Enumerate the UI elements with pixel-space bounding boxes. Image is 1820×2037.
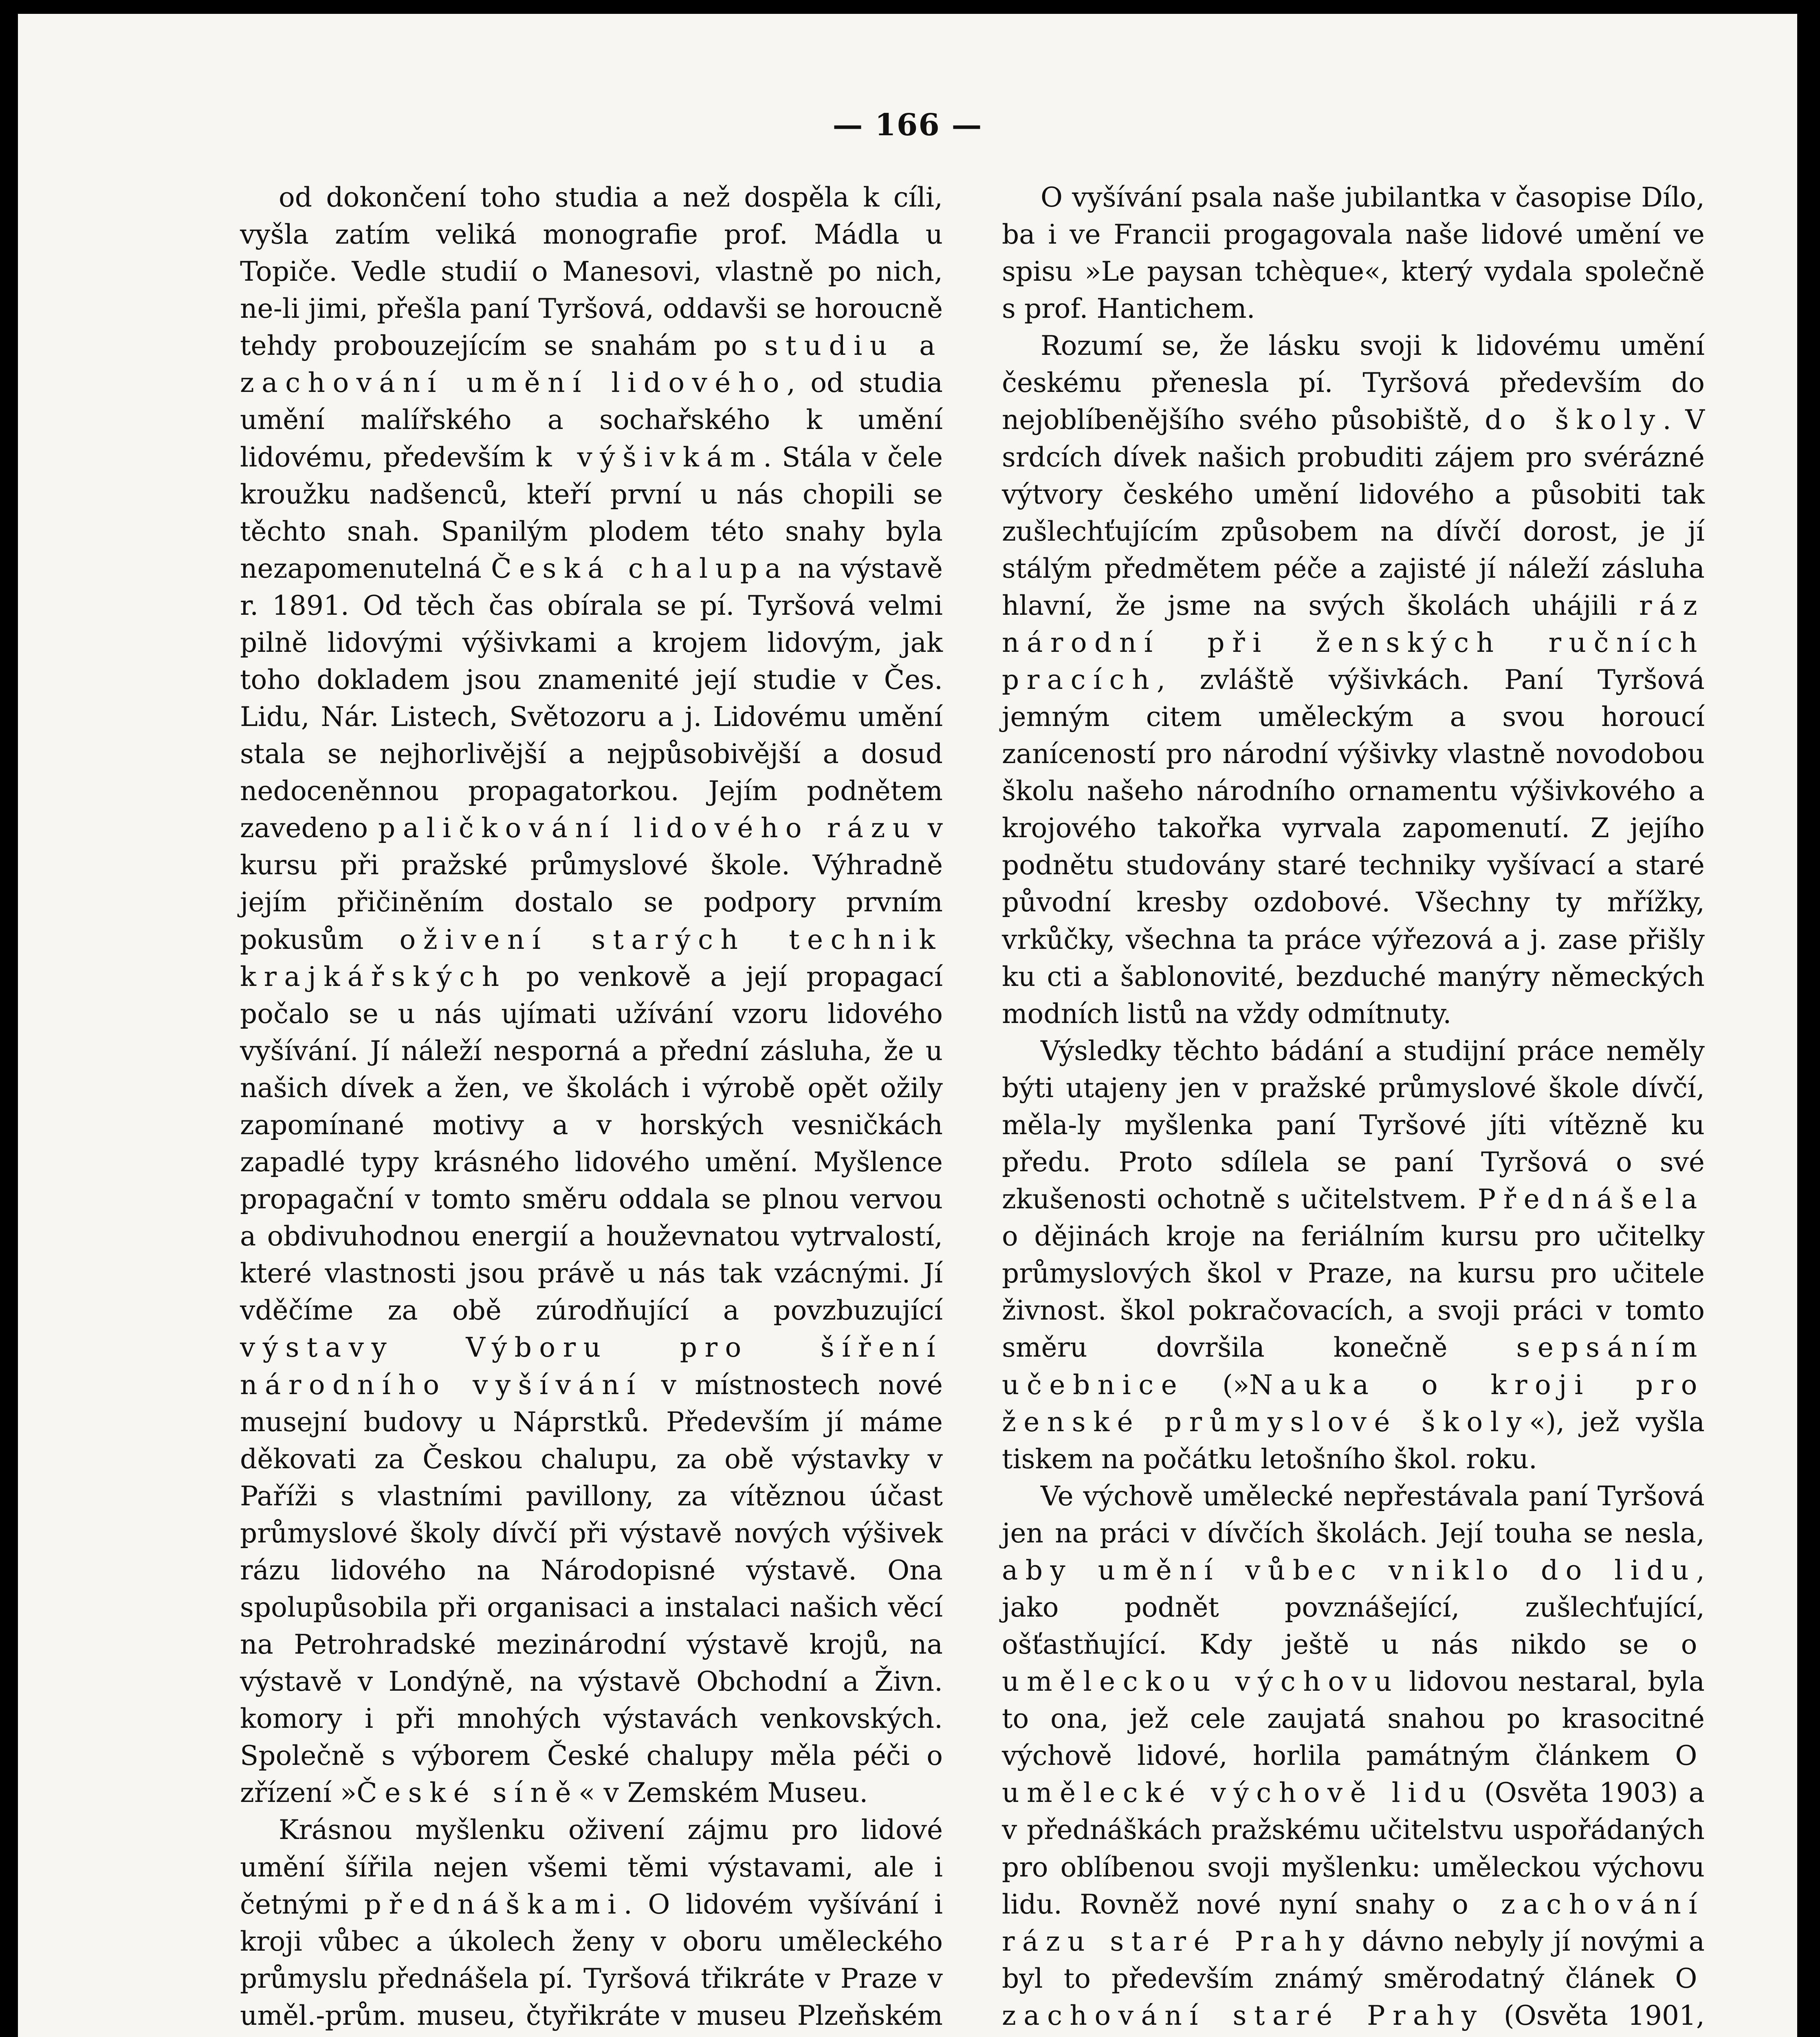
text-run: na výstavě r. 1891. Od těch čas obírala se pí. Tyršová velmi pilně lidovými výšivkami a krojem lidovým, jak toho dokladem jsou znamenité její studie v Čes. Lidu, Nár. Listech, Světozoru a j. Lidovému umění stala se nejhorlivější a nejpůsobivější a dosud nedoceněnnou propagatorkou. Jejím podnětem zavedeno [240, 552, 943, 844]
emphasized-text: přednáškami [364, 1888, 624, 1920]
text-run: O vyšívání psala naše jubilantka v časopise Dílo, ba i ve Francii progagovala naše lidové umění ve spisu »Le paysan tchèque«, který vydala společně s prof. Hantichem. [1002, 182, 1705, 325]
text-run: Krásnou myšlenku oživení zájmu pro lidové umění šířila nejen všemi těmi výstavami, ale i četnými [240, 1814, 943, 1920]
left-column [240, 179, 943, 2037]
emphasized-text: Česká chalupa [491, 552, 789, 584]
text-run: od dokončení toho studia a než dospěla k cíli, vyšla zatím veliká monografie prof. Mádla u Topiče. Vedle studií o Manesovi, vlastně po nich, ne-li jimi, přešla paní Tyršová, oddavši se horoucně tehdy probouzejícím se snahám po [240, 182, 943, 362]
emphasized-text: O umělecké výchově lidu [1002, 1740, 1705, 1809]
emphasized-text: aby umění vůbec vniklo do lidu [1002, 1554, 1697, 1586]
emphasized-text: sepsáním učebnice [1002, 1332, 1705, 1401]
emphasized-text: k výšivkám [535, 441, 764, 473]
emphasized-text: Přednášela [1477, 1183, 1705, 1215]
text-run: , od studia umění malířského a sochařského k umění lidovému, především [240, 367, 943, 473]
text-run: (» [1184, 1369, 1250, 1401]
emphasized-text: oživení starých technik krajkářských [240, 924, 943, 992]
emphasized-text: Nauka o kroji pro ženské průmyslové školy [1002, 1369, 1705, 1438]
page-number: — 166 — [832, 108, 983, 143]
emphasized-text: ráz národní při ženských ručních pracích [1002, 590, 1705, 696]
text-run: (Osvěta 1903) a v přednáškách pražskému učitelstvu uspořádaných pro oblíbenou svoji myšlenku: uměleckou výchovu lidu. Rovněž nové nyní snahy [1002, 1777, 1705, 1920]
text-run: . Stála v čele kroužku nadšenců, kteří první u nás chopili se těchto snah. Spanilým plodem této snahy byla nezapomenutelná [240, 441, 943, 584]
right-paragraph-2 [1002, 327, 1705, 1032]
left-paragraph-2 [240, 1811, 943, 2037]
text-run: o dějinách kroje na feriálním kursu pro učitelky průmyslových škol v Praze, na kursu pro učitele živnost. škol pokračovacích, a svoji práci v tomto směru dovršila konečně [1002, 1221, 1705, 1364]
text-run: dávno nebyly jí novými a byl to především známý směrodatný článek [1002, 1925, 1705, 1994]
right-paragraph-3 [1002, 1032, 1705, 1478]
emphasized-text: o uměleckou výchovu [1002, 1629, 1705, 1698]
text-run: v místnostech nové musejní budovy u Náprstků. Především jí máme děkovati za Českou chalupu, za obě výstavky v Paříži s vlastními pavillony, za vítěznou účast průmyslové školy dívčí při výstavě nových výšivek rázu lidového na Národopisné výstavě. Ona spolupůsobila při organisaci a instalaci našich věcí na Petrohradské mezinárodní výstavě krojů, na výstavě v Londýně, na výstavě Obchodní a Živn. komory i při mnohých výstavách venkovských. Společně s výborem České chalupy měla péči o zřízení » [240, 1369, 943, 1809]
text-run: lidovou nestaral, byla to ona, jež cele zaujatá snahou po krasocitné výchově lidové, horlila památným článkem [1002, 1666, 1705, 1772]
emphasized-text: výstavy Výboru pro šíření národního vyšívání [240, 1332, 943, 1401]
text-run: (Osvěta 1901, [1503, 2000, 1705, 2031]
text-run: , zvláště výšivkách. Paní Tyršová jemným citem uměleckým a svou horoucí zaníceností pro národní výšivky vlastně novodobou školu našeho národního ornamentu výšivkového a krojového takořka vyrvala zapomenutí. Z jejího podnětu studovány staré techniky vyšívací a staré původní kresby ozdobové. Všechny ty mřížky, vrkůčky, všechna ta práce výřezová a j. zase přišly ku cti a šablonovité, bezduché manýry německých modních listů na vždy odmítnuty. [1002, 664, 1705, 1029]
text-run: « v Zemském Museu. [579, 1777, 868, 1809]
text-run: Rozumí se, že lásku svoji k lidovému umění českému přenesla pí. Tyršová především do nejoblíbenějšího svého působiště, [1002, 330, 1705, 436]
text-run: Ve výchově umělecké nepřestávala paní Tyršová jen na práci v dívčích školách. Její touha se nesla, [1002, 1480, 1705, 1549]
text-run: «), jež vyšla tiskem na počátku letošního škol. roku. [1002, 1406, 1705, 1475]
left-paragraph-1 [240, 179, 943, 1811]
page [18, 14, 1797, 2037]
text-run: , jako podnět povznášející, zušlechťující, ošťastňující. Kdy ještě u nás nikdo se [1002, 1554, 1705, 1661]
emphasized-text: O zachování staré Prahy [1002, 1962, 1705, 2031]
emphasized-text: do školy [1485, 404, 1663, 436]
right-paragraph-1 [1002, 179, 1705, 327]
text-run: . V srdcích dívek našich probuditi zájem pro svérázné výtvory českého umění lidového a působiti tak zušlechťujícím způsobem na dívčí dorost, je jí stálým předmětem péče a zajisté jí náleží zásluha hlavní, že jsme na svých školách uhájili [1002, 404, 1705, 621]
right-column [1002, 179, 1705, 2037]
text-run: v kursu při pražské průmyslové škole. Výhradně jejím přičiněním dostalo se podpory prvním pokusům [240, 812, 943, 955]
text-run: po venkově a její propagací počalo se u nás ujímati užívání vzoru lidového vyšívání. Jí náleží nesporná a přední zásluha, že u našich dívek a žen, ve školách i výrobě opět ožily zapomínané motivy a v horských vesničkách zapadlé typy krásného lidového umění. Myšlence propagační v tomto směru oddala se plnou vervou a obdivuhodnou energií a houževnatou vytrvalostí, které vlastnosti jsou právě u nás tak vzácnými. Jí vděčíme za obě zúrodňující a povzbuzující [240, 961, 943, 1326]
emphasized-text: o zachování rázu staré Prahy [1002, 1888, 1705, 1957]
right-paragraph-4 [1002, 1478, 1705, 2037]
emphasized-text: paličkování lidového rázu [378, 812, 918, 844]
text-run: . O lidovém vyšívání i kroji vůbec a úkolech ženy v oboru uměleckého průmyslu přednášela pí. Tyršová třikráte v Praze v uměl.-prům. museu, čtyřikráte v museu Plzeňském [240, 1888, 943, 2031]
emphasized-text: České síně [357, 1777, 579, 1809]
emphasized-text: studiu a zachování umění lidového [240, 330, 943, 399]
text-run: Výsledky těchto bádání a studijní práce neměly býti utajeny jen v pražské průmyslové škole dívčí, měla-ly myšlenka paní Tyršové jíti vítězně ku předu. Proto sdílela se paní Tyršová o své zkušenosti ochotně s učitelstvem. [1002, 1035, 1705, 1215]
